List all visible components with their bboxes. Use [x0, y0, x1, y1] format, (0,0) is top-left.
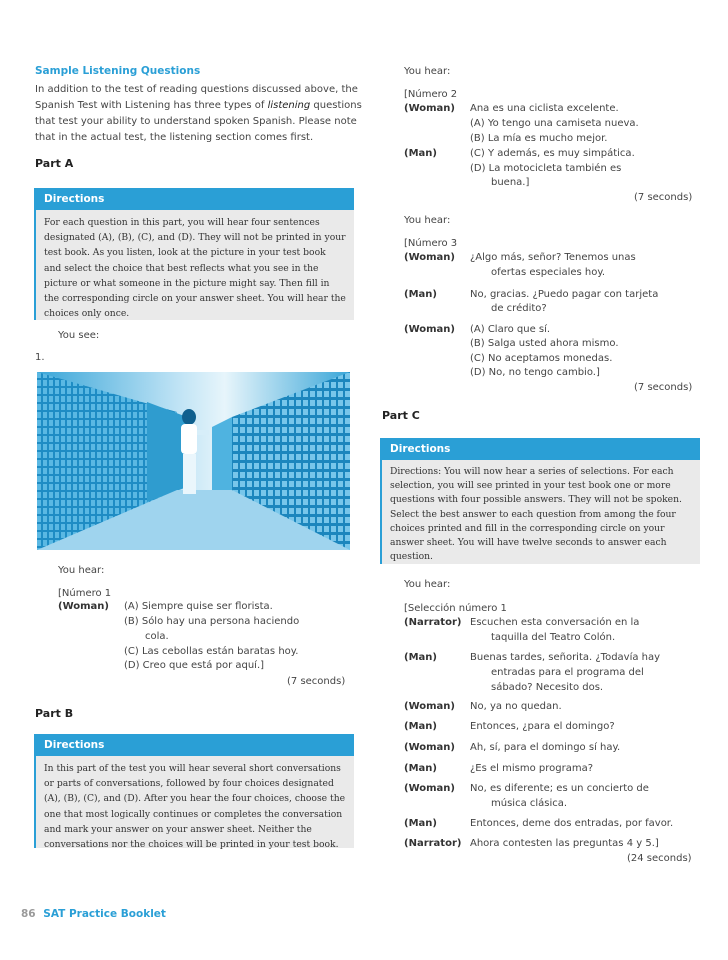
speaker-man: (Man): [404, 652, 437, 663]
booklet-title: SAT Practice Booklet: [43, 908, 166, 920]
speaker-woman: (Woman): [404, 701, 455, 712]
woman-line: Ah, sí, para el domingo sí hay.: [470, 742, 621, 753]
part-b-heading: Part B: [35, 707, 74, 720]
directions-text: In this part of the test you will hear several short conversations or parts of conversations, followed by four choices designated (A), (B), (C), and (D). After you hear the four choices, choose the one that most logically continues or completes the conversation and mark your answer on your answer sheet. Neither the conversations nor the choices will be printed in your test book.: [44, 763, 346, 851]
narrator-line-cont: taquilla del Teatro Colón.: [491, 632, 616, 643]
directions-box-c: [380, 438, 700, 564]
speaker-woman: (Woman): [404, 783, 455, 794]
woman-line: Ana es una ciclista excelente.: [470, 103, 619, 114]
seleccion-1: [Selección número 1: [404, 603, 507, 614]
numero-3: [Número 3: [404, 238, 458, 249]
choice-a: (A) Claro que sí.: [470, 324, 551, 335]
woman-line-cont: ofertas especiales hoy.: [491, 267, 606, 278]
library-archive-photo: [37, 372, 350, 550]
question-number: 1.: [35, 352, 45, 363]
speaker-man: (Man): [404, 818, 437, 829]
speaker-man: (Man): [404, 763, 437, 774]
speaker-man: (Man): [404, 289, 437, 300]
woman-line: No, ya no quedan.: [470, 701, 562, 712]
seconds-label: (7 seconds): [634, 192, 693, 203]
man-line-cont: de crédito?: [491, 303, 547, 314]
choice-d: (D) Creo que está por aquí.]: [124, 660, 265, 671]
directions-heading: Directions: [36, 188, 354, 210]
speaker-narrator: (Narrator): [404, 838, 462, 849]
choice-b: (B) Salga usted ahora mismo.: [470, 338, 619, 349]
speaker-narrator: (Narrator): [404, 617, 462, 628]
choice-c: (C) No aceptamos monedas.: [470, 353, 613, 364]
speaker-man: (Man): [404, 721, 437, 732]
man-line: No, gracias. ¿Puedo pagar con tarjeta: [470, 289, 659, 300]
seconds-label: (24 seconds): [627, 853, 692, 864]
directions-text: For each question in this part, you will hear four sentences designated (A), (B), (C), and (D). They will not be printed in your test book. As you listen, look at the picture in your test book and select the choice that best reflects what you see in the picture or what someone in the picture might say. Then fill in the corresponding circle on your answer sheet. You will hear the choices only once.: [44, 217, 346, 320]
man-line-cont: sábado? Necesito dos.: [491, 682, 604, 693]
you-hear-label: You hear:: [404, 579, 451, 590]
narrator-line: Escuchen esta conversación en la: [470, 617, 640, 628]
page-footer: [21, 908, 166, 920]
intro-title: Sample Listening Questions: [35, 65, 201, 77]
man-line-cont: entradas para el programa del: [491, 667, 644, 678]
speaker-woman: (Woman): [404, 103, 455, 114]
numero-1: [Número 1: [58, 588, 112, 599]
directions-box-b: [34, 734, 354, 851]
choice-b-cont: cola.: [145, 631, 169, 642]
choice-d-cont: buena.]: [491, 177, 530, 188]
seconds-label: (7 seconds): [287, 676, 346, 687]
speaker-woman: (Woman): [58, 601, 109, 612]
man-line: ¿Es el mismo programa?: [470, 763, 594, 774]
page-number: 86: [21, 908, 36, 920]
choice-d: (D) No, no tengo cambio.]: [470, 367, 600, 378]
part-c-heading: Part C: [382, 409, 420, 422]
woman-line: No, es diferente; es un concierto de: [470, 783, 649, 794]
woman-line-cont: música clásica.: [491, 798, 568, 809]
directions-heading: Directions: [382, 438, 700, 460]
directions-box-a: [34, 188, 354, 320]
choice-c: (C) Las cebollas están baratas hoy.: [124, 646, 299, 657]
you-see-label: You see:: [58, 330, 100, 341]
intro-paragraph: In addition to the test of reading questions discussed above, the Spanish Test with Listening has three types of listening questions that test your ability to understand spoken Spanish. Please note that in the actual test, the listening section comes first.: [35, 84, 362, 143]
speaker-woman: (Woman): [404, 324, 455, 335]
man-line: Entonces, ¿para el domingo?: [470, 721, 615, 732]
part-a-heading: Part A: [35, 157, 74, 170]
choice-a: (A) Yo tengo una camiseta nueva.: [470, 118, 639, 129]
choice-b: (B) La mía es mucho mejor.: [470, 133, 608, 144]
choice-c: (C) Y además, es muy simpática.: [470, 148, 635, 159]
choice-a: (A) Siempre quise ser florista.: [124, 601, 273, 612]
narrator-line: Ahora contesten las preguntas 4 y 5.]: [470, 838, 659, 849]
speaker-man: (Man): [404, 148, 437, 159]
choice-b: (B) Sólo hay una persona haciendo: [124, 616, 300, 627]
directions-heading: Directions: [36, 734, 354, 756]
speaker-woman: (Woman): [404, 252, 455, 263]
speaker-woman: (Woman): [404, 742, 455, 753]
you-hear-label: You hear:: [404, 215, 451, 226]
numero-2: [Número 2: [404, 89, 458, 100]
directions-text: Directions: You will now hear a series of selections. For each selection, you will see printed in your test book one or more questions with four possible answers. They will not be spoken. Select the best answer to each question from among the four choices printed and fill in the corresponding circle on your answer sheet. You will have twelve seconds to answer each question.: [390, 466, 682, 563]
choice-d: (D) La motocicleta también es: [470, 163, 622, 174]
seconds-label: (7 seconds): [634, 382, 693, 393]
man-line: Entonces, deme dos entradas, por favor.: [470, 818, 674, 829]
you-hear-label: You hear:: [58, 565, 105, 576]
you-hear-label: You hear:: [404, 66, 451, 77]
woman-line: ¿Algo más, señor? Tenemos unas: [470, 252, 636, 263]
man-line: Buenas tardes, señorita. ¿Todavía hay: [470, 652, 661, 663]
